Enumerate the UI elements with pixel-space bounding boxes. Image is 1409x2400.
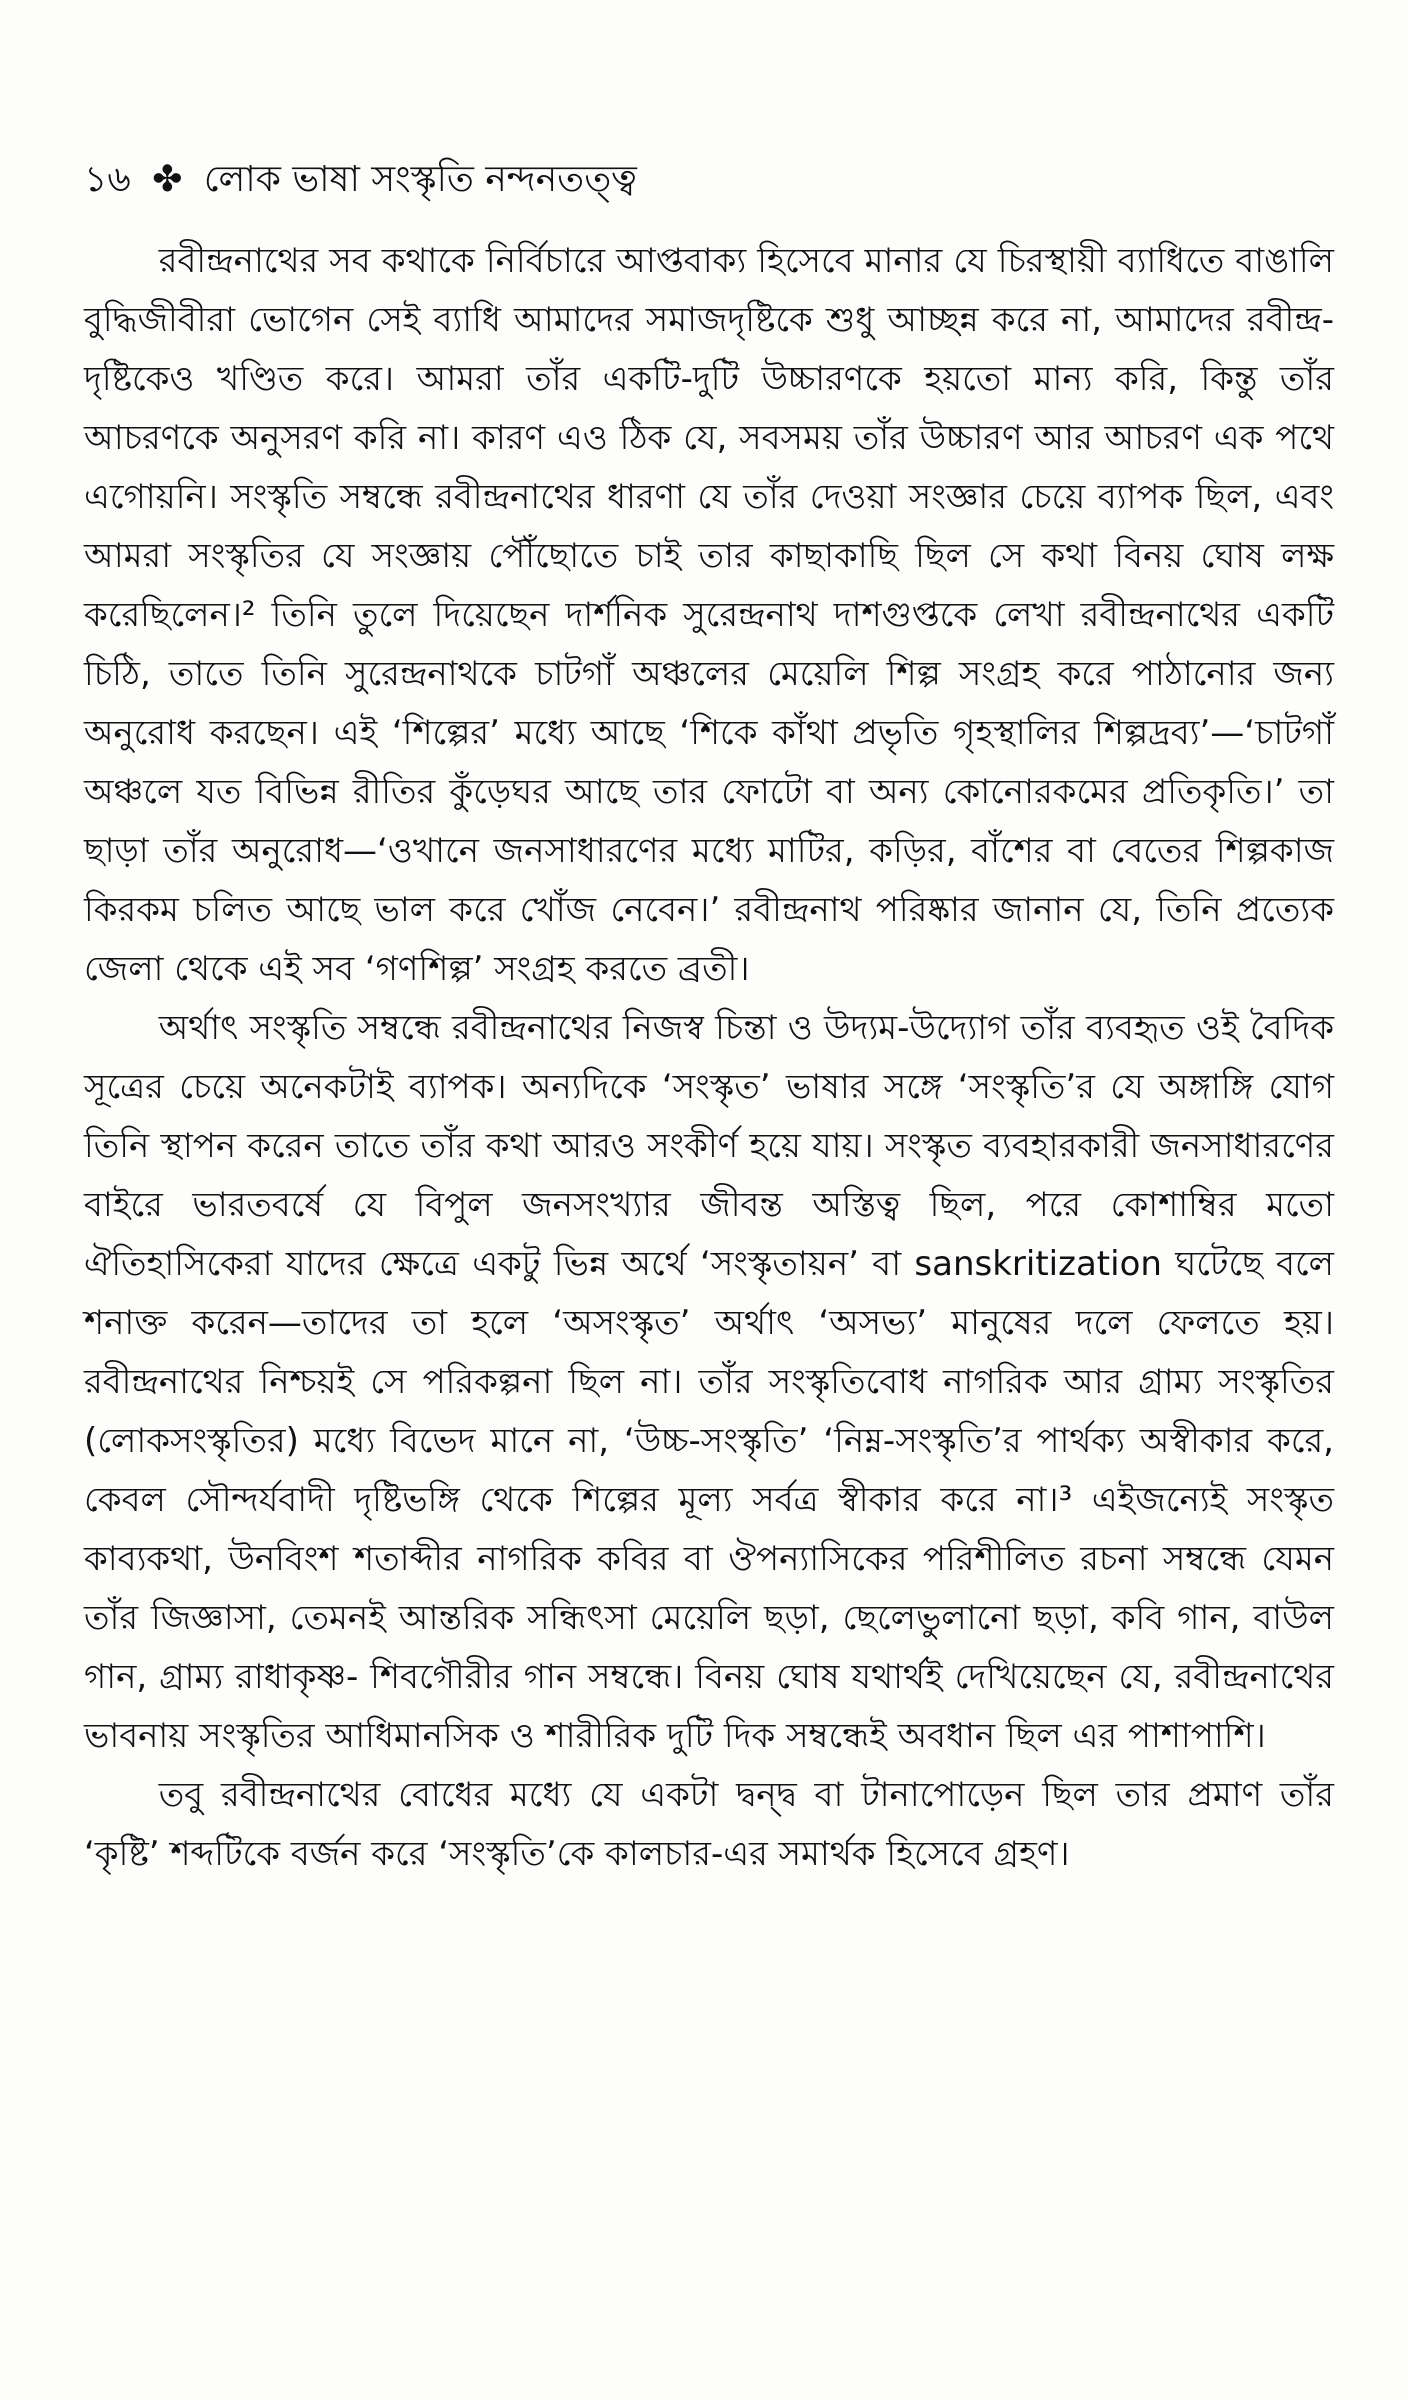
running-header [84, 150, 1334, 210]
book-title: লোক ভাষা সংস্কৃতি নন্দনতত্ত্ব [203, 159, 637, 200]
ornament-icon: ✤ [152, 159, 183, 200]
paragraph: অর্থাৎ সংস্কৃতি সম্বন্ধে রবীন্দ্রনাথের নিজস্ব চিন্তা ও উদ্যম-উদ্যোগ তাঁর ব্যবহৃত ওই বৈদিক সূত্রের চেয়ে অনেকটাই ব্যাপক। অন্যদিকে ‘সংস্কৃত’ ভাষার সঙ্গে ‘সংস্কৃতি’র যে অঙ্গাঙ্গি যোগ তিনি স্থাপন করেন তাতে তাঁর কথা আরও সংকীর্ণ হয়ে যায়। সংস্কৃত ব্যবহারকারী জনসাধারণের বাইরে ভারতবর্ষে যে বিপুল জনসংখ্যার জীবন্ত অস্তিত্ব ছিল, পরে কোশাম্বির মতো ঐতিহাসিকেরা যাদের ক্ষেত্রে একটু ভিন্ন অর্থে ‘সংস্কৃতায়ন’ বা sanskritization ঘটেছে বলে শনাক্ত করেন—তাদের তা হলে ‘অসংস্কৃত’ অর্থাৎ ‘অসভ্য’ মানুষের দলে ফেলতে হয়। রবীন্দ্রনাথের নিশ্চয়ই সে পরিকল্পনা ছিল না। তাঁর সংস্কৃতিবোধ নাগরিক আর গ্রাম্য সংস্কৃতির (লোকসংস্কৃতির) মধ্যে বিভেদ মানে না, ‘উচ্চ-সংস্কৃতি’ ‘নিম্ন-সংস্কৃতি’র পার্থক্য অস্বীকার করে, কেবল সৌন্দর্যবাদী দৃষ্টিভঙ্গি থেকে শিল্পের মূল্য সর্বত্র স্বীকার করে না।³ এইজন্যেই সংস্কৃত কাব্যকথা, উনবিংশ শতাব্দীর নাগরিক কবির বা ঔপন্যাসিকের পরিশীলিত রচনা সম্বন্ধে যেমন তাঁর জিজ্ঞাসা, তেমনই আন্তরিক সন্ধিৎসা মেয়েলি ছড়া, ছেলেভুলানো ছড়া, কবি গান, বাউল গান, গ্রাম্য রাধাকৃষ্ণ- শিবগৌরীর গান সম্বন্ধে। বিনয় ঘোষ যথার্থই দেখিয়েছেন যে, রবীন্দ্রনাথের ভাবনায় সংস্কৃতির আধিমানসিক ও শারীরিক দুটি দিক সম্বন্ধেই অবধান ছিল এর পাশাপাশি। [84, 1008, 1334, 1756]
paragraph: তবু রবীন্দ্রনাথের বোধের মধ্যে যে একটা দ্বন্দ্ব বা টানাপোড়েন ছিল তার প্রমাণ তাঁর ‘কৃষ্টি’ শব্দটিকে বর্জন করে ‘সংস্কৃতি’কে কালচার-এর সমার্থক হিসেবে গ্রহণ। [84, 1775, 1334, 1874]
paragraph: রবীন্দ্রনাথের সব কথাকে নির্বিচারে আপ্তবাক্য হিসেবে মানার যে চিরস্থায়ী ব্যাধিতে বাঙালি বুদ্ধিজীবীরা ভোগেন সেই ব্যাধি আমাদের সমাজদৃষ্টিকে শুধু আচ্ছন্ন করে না, আমাদের রবীন্দ্র-দৃষ্টিকেও খণ্ডিত করে। আমরা তাঁর একটি-দুটি উচ্চারণকে হয়তো মান্য করি, কিন্তু তাঁর আচরণকে অনুসরণ করি না। কারণ এও ঠিক যে, সবসময় তাঁর উচ্চারণ আর আচরণ এক পথে এগোয়নি। সংস্কৃতি সম্বন্ধে রবীন্দ্রনাথের ধারণা যে তাঁর দেওয়া সংজ্ঞার চেয়ে ব্যাপক ছিল, এবং আমরা সংস্কৃতির যে সংজ্ঞায় পৌঁছোতে চাই তার কাছাকাছি ছিল সে কথা বিনয় ঘোষ লক্ষ করেছিলেন।² তিনি তুলে দিয়েছেন দার্শনিক সুরেন্দ্রনাথ দাশগুপ্তকে লেখা রবীন্দ্রনাথের একটি চিঠি, তাতে তিনি সুরেন্দ্রনাথকে চাটগাঁ অঞ্চলের মেয়েলি শিল্প সংগ্রহ করে পাঠানোর জন্য অনুরোধ করছেন। এই ‘শিল্পের’ মধ্যে আছে ‘শিকে কাঁথা প্রভৃতি গৃহস্থালির শিল্পদ্রব্য’—‘চাটগাঁ অঞ্চলে যত বিভিন্ন রীতির কুঁড়েঘর আছে তার ফোটো বা অন্য কোনোরকমের প্রতিকৃতি।’ তা ছাড়া তাঁর অনুরোধ—‘ওখানে জনসাধারণের মধ্যে মাটির, কড়ির, বাঁশের বা বেতের শিল্পকাজ কিরকম চলিত আছে ভাল করে খোঁজ নেবেন।’ রবীন্দ্রনাথ পরিষ্কার জানান যে, তিনি প্রত্যেক জেলা থেকে এই সব ‘গণশিল্প’ সংগ্রহ করতে ব্রতী। [84, 241, 1334, 989]
page-number: ১৬ [84, 159, 131, 200]
body-text [84, 232, 1334, 1884]
